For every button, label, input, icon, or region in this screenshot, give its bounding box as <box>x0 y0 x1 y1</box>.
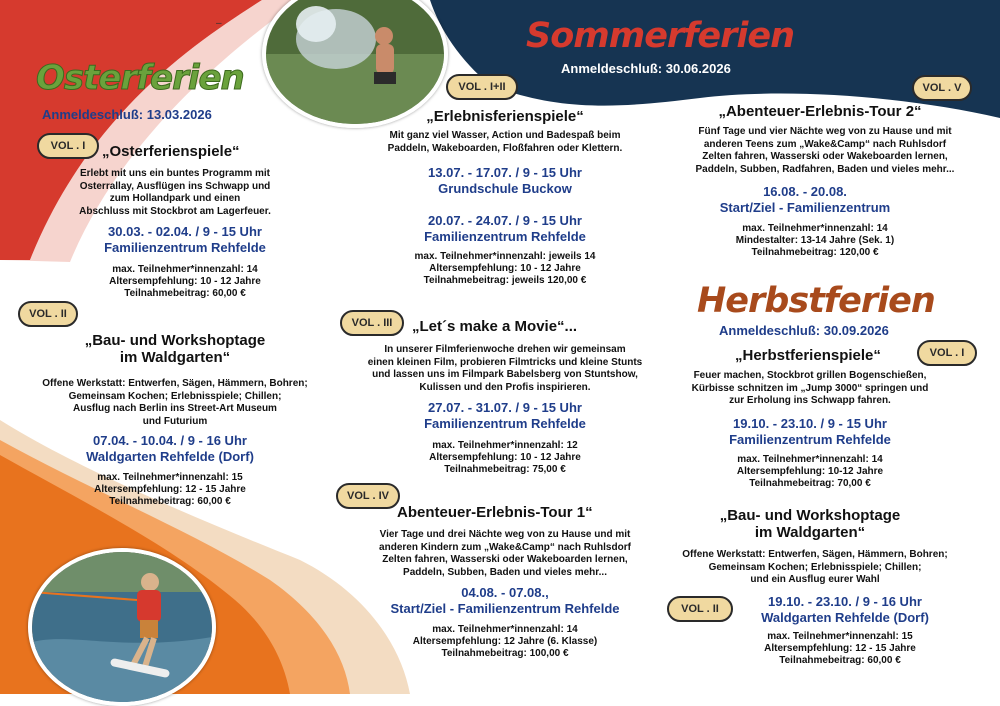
herbstferien-header: Herbstferien <box>697 281 935 321</box>
herbstferien-deadline: Anmeldeschluß: 30.09.2026 <box>719 323 889 338</box>
osterferien-vol2-badge: VOL . II <box>18 301 78 327</box>
osterferien-vol1-dates: 30.03. - 02.04. / 9 - 15 Uhr Familienzentrum Rehfelde <box>104 224 266 255</box>
sommerferien-vol12-dates2: 20.07. - 24.07. / 9 - 15 Uhr Familienzentrum Rehfelde <box>424 213 586 244</box>
sommerferien-vol12-dates1: 13.07. - 17.07. / 9 - 15 Uhr Grundschule Buckow <box>428 165 582 196</box>
sommerferien-vol4-dates: 04.08. - 07.08., Start/Ziel - Familienzentrum Rehfelde <box>390 585 620 616</box>
herbstferien-vol2-dates: 19.10. - 23.10. / 9 - 16 Uhr Waldgarten Rehfelde (Dorf) <box>761 594 929 625</box>
herbstferien-vol2-badge: VOL . II <box>667 596 733 622</box>
sommerferien-vol3-desc: In unserer Filmferienwoche drehen wir gemeinsam einen kleinen Film, probieren Filmtricks und kleine Stunts und lassen uns im Filmpark Babelsberg von Stuntshow, Kulissen und den Profis inspirieren. <box>367 344 643 393</box>
sommerferien-vol4-title: Abenteuer-Erlebnis-Tour 1“ <box>397 504 593 521</box>
sommerferien-vol5-title: „Abenteuer-Erlebnis-Tour 2“ <box>718 103 922 120</box>
herbstferien-vol1-title: „Herbstferienspiele“ <box>735 347 881 364</box>
osterferien-deadline: Anmeldeschluß: 13.03.2026 <box>42 107 212 122</box>
osterferien-vol1-desc: Erlebt mit uns ein buntes Programm mit Osterrallay, Ausflügen ins Schwapp und zum Hollandpark und einen Abschluss mit Stockbrot am Lagerfeuer. <box>79 168 271 217</box>
osterferien-vol2-desc: Offene Werkstatt: Entwerfen, Sägen, Hämmern, Bohren; Gemeinsam Kochen; Erlebnisspiele; Chillen; Ausflug nach Berlin ins Street-Art Museum und Futurium <box>42 378 308 427</box>
sommerferien-deadline: Anmeldeschluß: 30.06.2026 <box>561 61 731 76</box>
dash-mark: – <box>216 18 222 29</box>
sommerferien-vol4-desc: Vier Tage und drei Nächte weg von zu Hause und mit anderen Kindern zum „Wake&Camp“ nach Ruhlsdorf Zelten fahren, Wasserski oder Wakeboarden lernen, Paddeln, Subben, Baden und vieles mehr... <box>379 529 631 578</box>
herbstferien-vol1-badge: VOL . I <box>917 340 977 366</box>
sommerferien-vol12-title: „Erlebnisferienspiele“ <box>426 108 584 125</box>
osterferien-vol1-badge: VOL . I <box>37 133 99 159</box>
osterferien-vol2-dates: 07.04. - 10.04. / 9 - 16 Uhr Waldgarten Rehfelde (Dorf) <box>86 433 254 464</box>
sommerferien-vol4-badge: VOL . IV <box>336 483 400 509</box>
sommerferien-vol12-info: max. Teilnehmer*innenzahl: jeweils 14 Altersempfehlung: 10 - 12 Jahre Teilnahmebeitrag: jeweils 120,00 € <box>414 251 596 286</box>
sommerferien-vol3-badge: VOL . III <box>340 310 404 336</box>
herbstferien-vol2-desc: Offene Werkstatt: Entwerfen, Sägen, Hämmern, Bohren; Gemeinsam Kochen; Erlebnisspiele; Chillen; und ein Ausflug eurer Wahl <box>682 549 948 585</box>
sommerferien-vol12-desc: Mit ganz viel Wasser, Action und Badespaß beim Paddeln, Wakeboarden, Floßfahren oder Klettern. <box>387 130 623 154</box>
herbstferien-vol1-desc: Feuer machen, Stockbrot grillen Bogenschießen, Kürbisse schnitzen im „Jump 3000“ springen und zur Erholung ins Schwapp fahren. <box>691 370 929 406</box>
osterferien-vol1-title: „Osterferienspiele“ <box>102 143 240 160</box>
sommerferien-vol5-info: max. Teilnehmer*innenzahl: 14 Mindestalter: 13-14 Jahre (Sek. 1) Teilnahmebeitrag: 120,00 € <box>735 223 895 258</box>
sommerferien-vol5-desc: Fünf Tage und vier Nächte weg von zu Hause und mit anderen Teens zum „Wake&Camp“ nach Ruhlsdorf Zelten fahren, Wasserski oder Wakeboarden lernen, Paddeln, Subben, Radfahren, Baden und vieles mehr... <box>695 126 955 175</box>
osterferien-vol1-info: max. Teilnehmer*innenzahl: 14 Altersempfehlung: 10 - 12 Jahre Teilnahmebeitrag: 60,00 € <box>109 264 261 299</box>
sommerferien-vol4-info: max. Teilnehmer*innenzahl: 14 Altersempfehlung: 12 Jahre (6. Klasse) Teilnahmebeitrag: 100,00 € <box>412 624 598 659</box>
sommerferien-vol12-badge: VOL . I+II <box>446 74 518 100</box>
sommerferien-vol5-dates: 16.08. - 20.08. Start/Ziel - Familienzentrum <box>719 184 891 215</box>
sommerferien-vol3-dates: 27.07. - 31.07. / 9 - 15 Uhr Familienzentrum Rehfelde <box>424 400 586 431</box>
osterferien-header: Osterferien <box>36 58 244 98</box>
photo-wakeboarder <box>28 548 216 706</box>
osterferien-vol2-title: „Bau- und Workshoptage im Waldgarten“ <box>84 332 266 366</box>
herbstferien-vol1-dates: 19.10. - 23.10. / 9 - 15 Uhr Familienzentrum Rehfelde <box>729 416 891 447</box>
sommerferien-vol5-badge: VOL . V <box>912 75 972 101</box>
sommerferien-header: Sommerferien <box>526 16 795 56</box>
sommerferien-vol3-info: max. Teilnehmer*innenzahl: 12 Altersempfehlung: 10 - 12 Jahre Teilnahmebeitrag: 75,00 € <box>429 440 581 475</box>
herbstferien-vol2-info: max. Teilnehmer*innenzahl: 15 Altersempfehlung: 12 - 15 Jahre Teilnahmebeitrag: 60,00 € <box>764 631 916 666</box>
osterferien-vol2-info: max. Teilnehmer*innenzahl: 15 Altersempfehlung: 12 - 15 Jahre Teilnahmebeitrag: 60,00 € <box>94 472 246 507</box>
herbstferien-vol2-title: „Bau- und Workshoptage im Waldgarten“ <box>719 507 901 541</box>
sommerferien-vol3-title: „Let´s make a Movie“... <box>412 318 578 335</box>
herbstferien-vol1-info: max. Teilnehmer*innenzahl: 14 Altersempfehlung: 10-12 Jahre Teilnahmebeitrag: 70,00 € <box>736 454 884 489</box>
